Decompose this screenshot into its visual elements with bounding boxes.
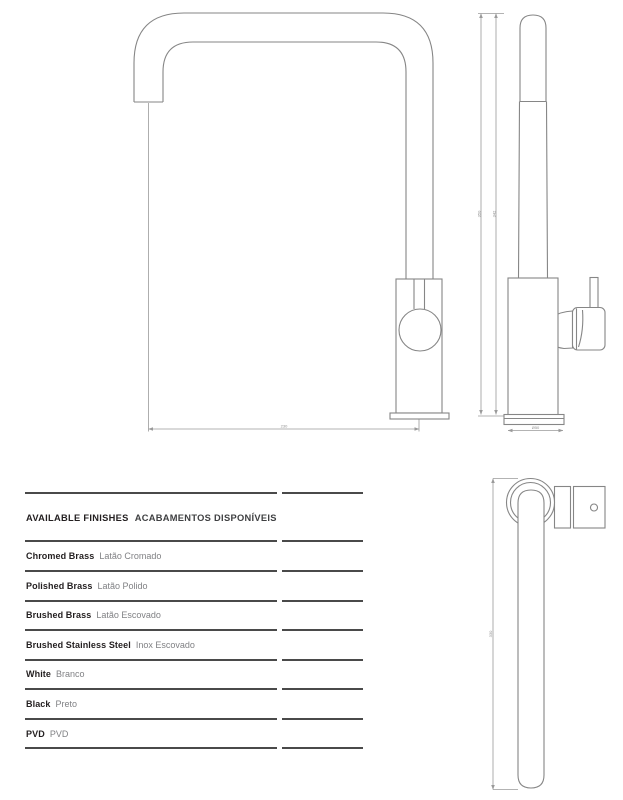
lever-stick xyxy=(590,278,598,309)
spout-inner-outline xyxy=(163,42,406,279)
length-dimension-label: 330 xyxy=(488,630,493,638)
finish-row-black xyxy=(26,698,77,710)
finish-row-polished-brass xyxy=(26,580,147,592)
extension-lines xyxy=(149,103,420,432)
spout-arm-top xyxy=(518,490,544,788)
spout-cap-profile xyxy=(520,15,546,102)
side-view-drawing xyxy=(470,5,623,440)
finish-row-chromed-brass xyxy=(26,550,161,562)
finishes-title-pt: ACABAMENTOS DISPONÍVEIS xyxy=(134,513,277,523)
table-rule xyxy=(25,600,363,602)
extension-ticks xyxy=(493,479,518,790)
finish-row-pvd xyxy=(26,728,68,740)
table-rule xyxy=(25,747,363,749)
finish-name-pt: Inox Escovado xyxy=(135,640,195,650)
finish-name-pt: Latão Polido xyxy=(97,581,148,591)
finish-name-pt: PVD xyxy=(49,729,69,739)
front-view-drawing xyxy=(120,5,460,440)
height-dimension-label-outer: 350 xyxy=(476,210,482,218)
top-view-drawing xyxy=(480,470,623,800)
base-flange-profile xyxy=(504,415,564,425)
finishes-title xyxy=(26,512,277,525)
table-rule xyxy=(25,688,363,690)
lever-body xyxy=(573,308,606,351)
width-dimension-label: 230 xyxy=(280,423,288,429)
finish-row-brushed-brass xyxy=(26,609,161,621)
finishes-title-en: AVAILABLE FINISHES xyxy=(26,513,129,523)
finish-name-en: Chromed Brass xyxy=(26,551,95,561)
lever-top xyxy=(574,487,606,529)
table-rule xyxy=(25,570,363,572)
base-dimension-label: Ø50 xyxy=(531,425,540,430)
finish-name-pt: Latão Escovado xyxy=(96,610,161,620)
finish-name-en: Brushed Stainless Steel xyxy=(26,640,131,650)
table-rule xyxy=(25,492,363,494)
base-flange xyxy=(390,413,449,419)
lever-mount-plate xyxy=(555,487,571,529)
table-rule xyxy=(25,718,363,720)
finish-name-en: Polished Brass xyxy=(26,581,93,591)
table-rule xyxy=(25,659,363,661)
finish-name-pt: Latão Cromado xyxy=(99,551,162,561)
finish-row-white xyxy=(26,668,85,680)
spout-tube-profile xyxy=(519,102,548,279)
table-rule xyxy=(25,629,363,631)
finish-name-en: PVD xyxy=(26,729,45,739)
faucet-body-profile xyxy=(508,278,558,415)
spout-outer-outline xyxy=(134,13,433,279)
finish-row-brushed-stainless-steel xyxy=(26,639,195,651)
finish-name-pt: Preto xyxy=(55,699,78,709)
finish-name-en: Black xyxy=(26,699,51,709)
finish-name-pt: Branco xyxy=(56,669,85,679)
height-dimension-label-inner: 342 xyxy=(491,210,497,218)
table-rule xyxy=(25,540,363,542)
finish-name-en: Brushed Brass xyxy=(26,610,92,620)
finish-name-en: White xyxy=(26,669,51,679)
handle-knob xyxy=(399,309,441,351)
